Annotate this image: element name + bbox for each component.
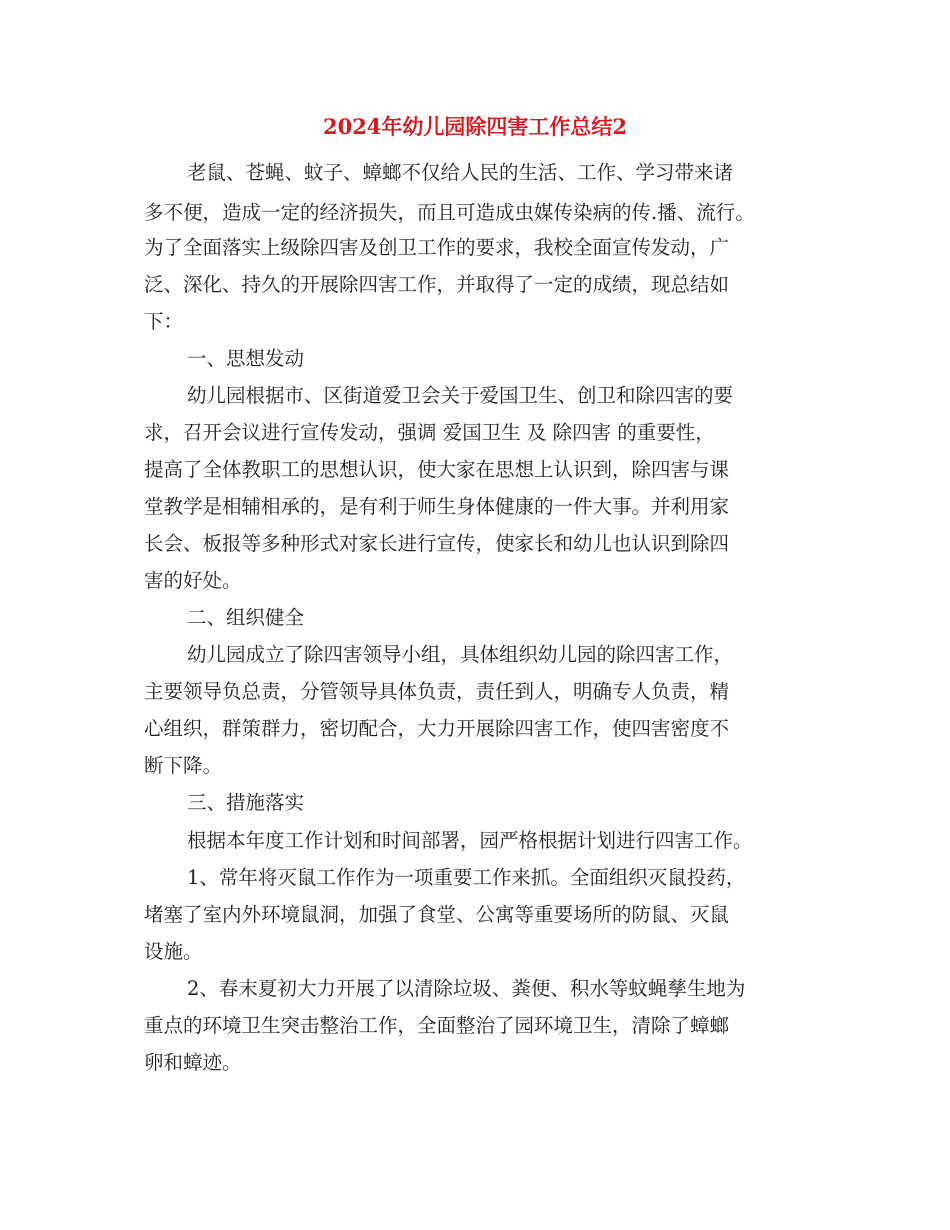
paragraph-line: 害的好处。 <box>144 569 242 592</box>
paragraph-line: 断下降。 <box>144 754 223 777</box>
paragraph-line: 卵和蟑迹。 <box>144 1051 242 1074</box>
paragraph-line: 为了全面落实上级除四害及创卫工作的要求，我校全面宣传发动，广 <box>144 236 730 259</box>
paragraph-line: 堂教学是相辅相承的，是有利于师生身体健康的一件大事。并利用家 <box>144 495 730 518</box>
paragraph-line: 2、春末夏初大力开展了以清除垃圾、粪便、积水等蚊蝇孳生地为 <box>187 977 746 1000</box>
paragraph-line: 求，召开会议进行宣传发动，强调 爱国卫生 及 除四害 的重要性， <box>144 421 715 444</box>
paragraph-line: 长会、板报等多种形式对家长进行宣传，使家长和幼儿也认识到除四 <box>144 532 730 555</box>
paragraph-line: 主要领导负总责，分管领导具体负责，责任到人，明确专人负责，精 <box>144 680 730 703</box>
section-heading: 二、组织健全 <box>187 606 305 629</box>
paragraph-line: 幼儿园根据市、区街道爱卫会关于爱国卫生、创卫和除四害的要 <box>187 384 734 407</box>
paragraph-line: 下： <box>144 310 184 333</box>
paragraph-line: 心组织，群策群力，密切配合，大力开展除四害工作，使四害密度不 <box>144 717 730 740</box>
section-heading: 一、思想发动 <box>187 347 305 370</box>
paragraph-line: 老鼠、苍蝇、蚊子、蟑螂不仅给人民的生活、工作、学习带来诸 <box>187 161 734 184</box>
paragraph-line: 堵塞了室内外环境鼠洞，加强了食堂、公寓等重要场所的防鼠、灭鼠 <box>144 903 730 926</box>
paragraph-line: 1、常年将灭鼠工作作为一项重要工作来抓。全面组织灭鼠投药， <box>187 866 746 889</box>
paragraph-line: 重点的环境卫生突击整治工作，全面整治了园环境卫生，清除了蟑螂 <box>144 1014 730 1037</box>
paragraph-line: 提高了全体教职工的思想认识，使大家在思想上认识到，除四害与课 <box>144 458 730 481</box>
paragraph-line: 设施。 <box>144 940 203 963</box>
document-title: 2024年幼儿园除四害工作总结2 <box>322 114 628 139</box>
paragraph-line: 幼儿园成立了除四害领导小组，具体组织幼儿园的除四害工作， <box>187 643 734 666</box>
paragraph-line: 根据本年度工作计划和时间部署，园严格根据计划进行四害工作。 <box>187 829 753 852</box>
paragraph-line: 泛、深化、持久的开展除四害工作，并取得了一定的成绩，现总结如 <box>144 273 730 296</box>
paragraph-line: 多不便，造成一定的经济损失，而且可造成虫媒传染病的传.播、流行。 <box>144 201 755 224</box>
section-heading: 三、措施落实 <box>187 791 305 814</box>
